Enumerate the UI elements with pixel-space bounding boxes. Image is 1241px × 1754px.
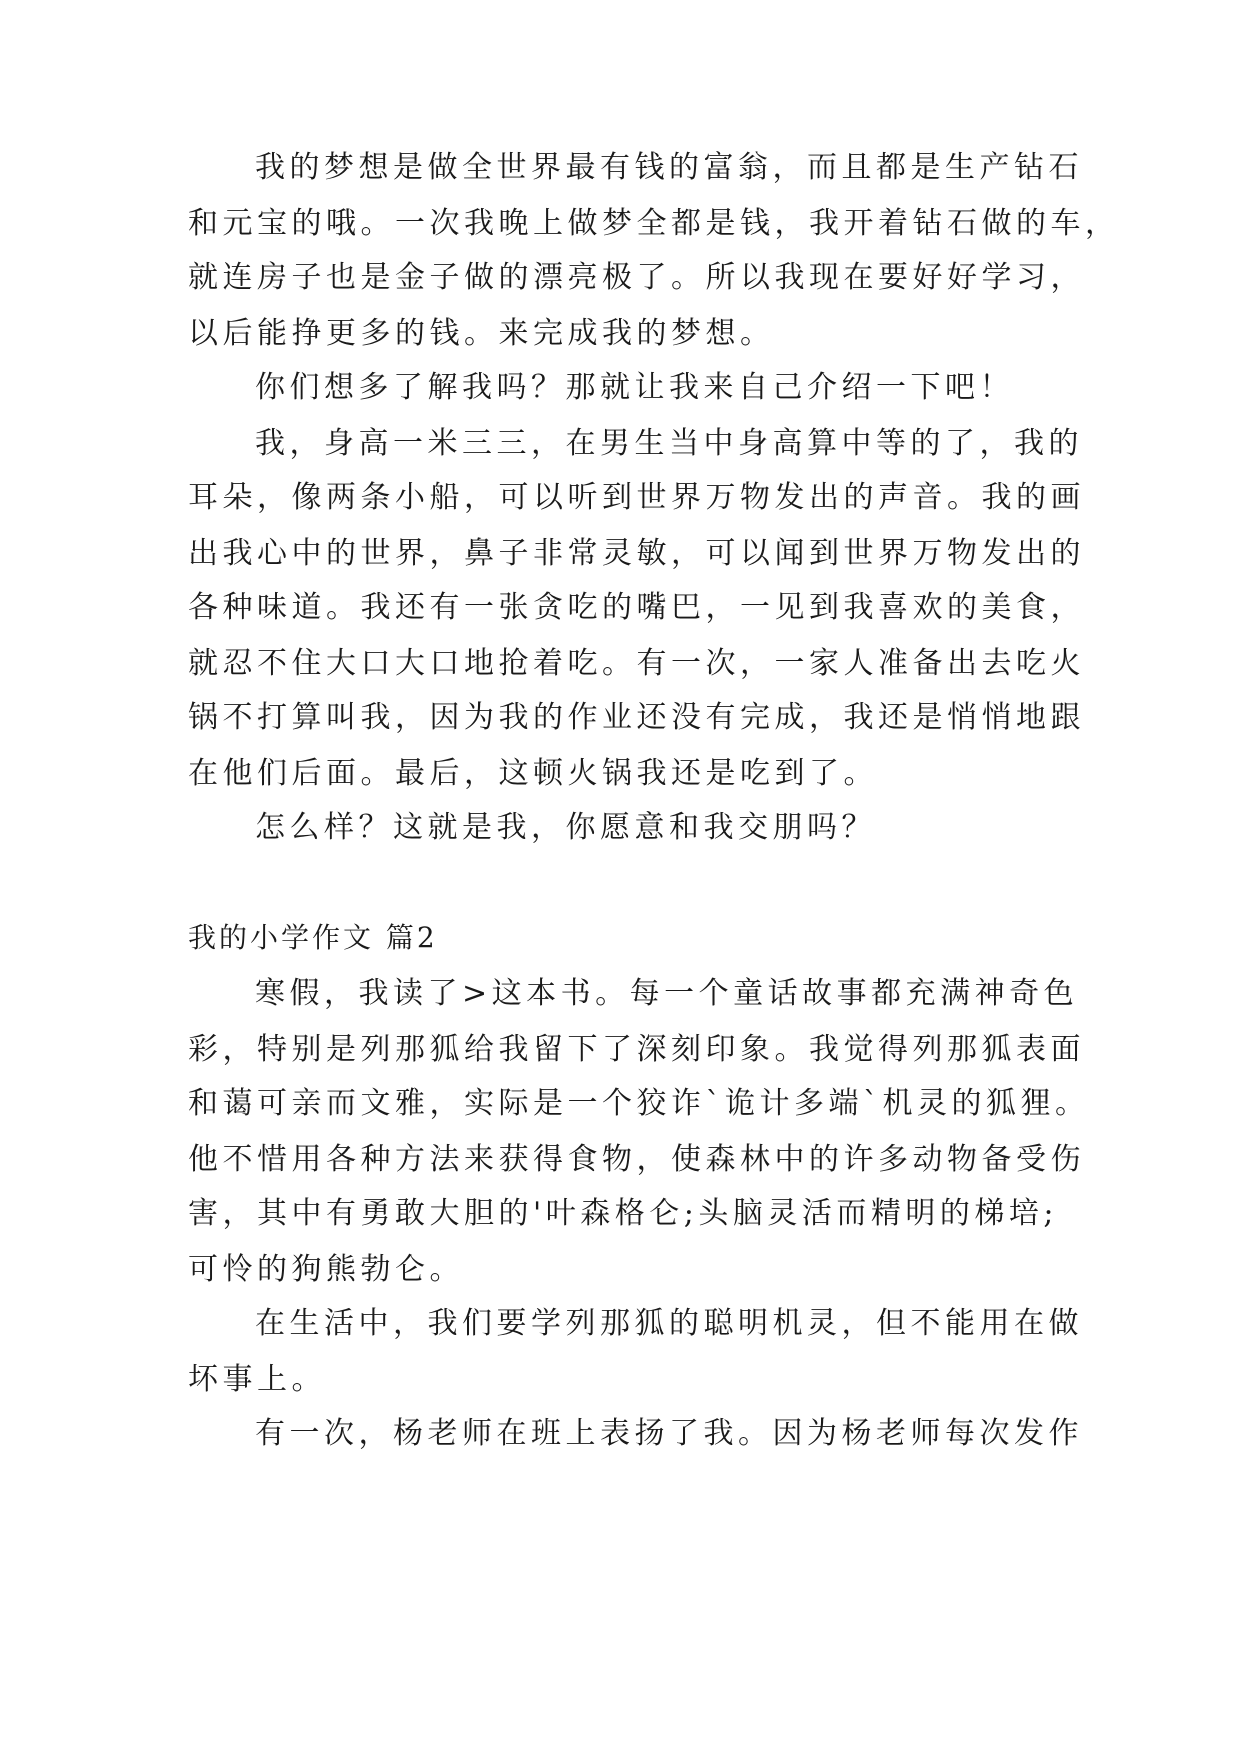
paragraph-line: 和元宝的哦。一次我晚上做梦全都是钱，我开着钻石做的车， <box>188 206 1120 241</box>
paragraph-line: 他不惜用各种方法来获得食物，使森林中的许多动物备受伤 <box>188 1142 1085 1177</box>
paragraph-line: 你们想多了解我吗？那就让我来自己介绍一下吧！ <box>255 370 1014 405</box>
paragraph-line: 在生活中，我们要学列那狐的聪明机灵，但不能用在做 <box>255 1306 1083 1341</box>
paragraph-line: 就连房子也是金子做的漂亮极了。所以我现在要好好学习， <box>188 260 1085 295</box>
paragraph-line: 彩，特别是列那狐给我留下了深刻印象。我觉得列那狐表面 <box>188 1032 1085 1067</box>
paragraph-line: 以后能挣更多的钱。来完成我的梦想。 <box>188 316 775 351</box>
paragraph-line: 寒假，我读了>这本书。每一个童话故事都充满神奇色 <box>255 976 1079 1011</box>
paragraph-line: 可怜的狗熊勃仑。 <box>188 1252 464 1287</box>
paragraph-line: 和蔼可亲而文雅，实际是一个狡诈`诡计多端`机灵的狐狸。 <box>188 1086 1090 1121</box>
paragraph-line: 我，身高一米三三，在男生当中身高算中等的了，我的 <box>255 426 1083 461</box>
paragraph-line: 耳朵，像两条小船，可以听到世界万物发出的声音。我的画 <box>188 480 1085 515</box>
paragraph-line: 坏事上。 <box>188 1362 326 1397</box>
paragraph-line: 怎么样？这就是我，你愿意和我交朋吗？ <box>255 810 876 845</box>
paragraph-line: 出我心中的世界，鼻子非常灵敏，可以闻到世界万物发出的 <box>188 536 1085 571</box>
paragraph-line: 就忍不住大口大口地抢着吃。有一次，一家人准备出去吃火 <box>188 646 1085 681</box>
paragraph-line: 各种味道。我还有一张贪吃的嘴巴，一见到我喜欢的美食， <box>188 590 1085 625</box>
paragraph-line: 在他们后面。最后，这顿火锅我还是吃到了。 <box>188 756 878 791</box>
section-title: 我的小学作文 篇2 <box>188 921 438 954</box>
paragraph-line: 有一次，杨老师在班上表扬了我。因为杨老师每次发作 <box>255 1416 1083 1451</box>
paragraph-line: 锅不打算叫我，因为我的作业还没有完成，我还是悄悄地跟 <box>188 700 1085 735</box>
paragraph-line: 害，其中有勇敢大胆的'叶森格仑;头脑灵活而精明的梯培; <box>188 1196 1058 1231</box>
paragraph-line: 我的梦想是做全世界最有钱的富翁，而且都是生产钻石 <box>255 150 1083 185</box>
